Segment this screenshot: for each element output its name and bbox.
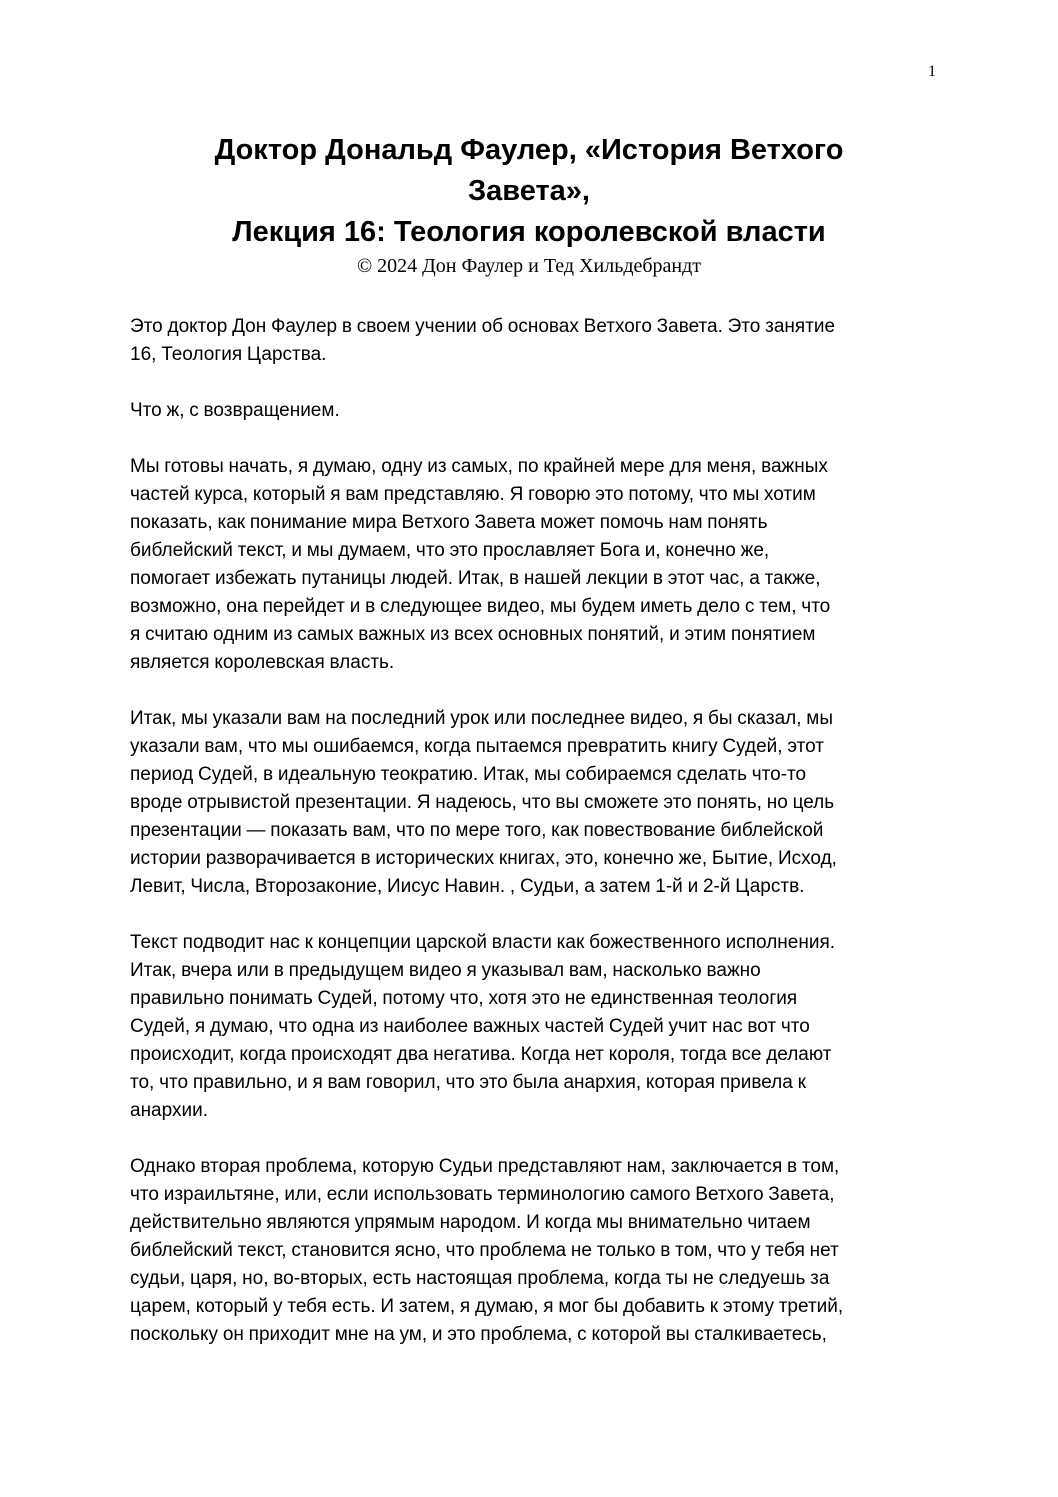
text-line: показать, как понимание мира Ветхого Завета может помочь нам понять: [130, 512, 768, 533]
text-line: вроде отрывистой презентации. Я надеюсь, что вы сможете это понять, но цель: [130, 792, 835, 813]
text-line: происходит, когда происходят два негатива. Когда нет короля, тогда все делают: [130, 1044, 832, 1065]
text-line: истории разворачивается в исторических книгах, это, конечно же, Бытие, Исход,: [130, 848, 837, 869]
page-number: 1: [928, 63, 936, 80]
paragraph: [130, 929, 930, 1125]
text-line: действительно являются упрямым народом. И когда мы внимательно читаем: [130, 1212, 811, 1233]
text-line: поскольку он приходит мне на ум, и это проблема, с которой вы сталкиваетесь,: [130, 1324, 827, 1345]
text-line: Судей, я думаю, что одна из наиболее важных частей Судей учит нас вот что: [130, 1016, 810, 1037]
paragraph: [130, 705, 930, 901]
text-line: анархии.: [130, 1100, 208, 1121]
title-block: [128, 130, 930, 279]
text-line: презентации — показать вам, что по мере того, как повествование библейской: [130, 820, 824, 841]
text-line: что израильтяне, или, если использовать терминологию самого Ветхого Завета,: [130, 1184, 835, 1205]
text-line: Мы готовы начать, я думаю, одну из самых, по крайней мере для меня, важных: [130, 456, 828, 477]
text-line: период Судей, в идеальную теократию. Итак, мы собираемся сделать что-то: [130, 764, 807, 785]
paragraph: [130, 1153, 930, 1349]
text-line: частей курса, который я вам представляю. Я говорю это потому, что мы хотим: [130, 484, 816, 505]
paragraph: [130, 397, 930, 425]
text-line: Итак, вчера или в предыдущем видео я указывал вам, насколько важно: [130, 960, 761, 981]
text-line: 16, Теология Царства.: [130, 344, 327, 365]
text-line: является королевская власть.: [130, 652, 395, 673]
text-line: то, что правильно, и я вам говорил, что это была анархия, которая привела к: [130, 1072, 806, 1093]
paragraph: [130, 453, 930, 677]
text-line: библейский текст, становится ясно, что проблема не только в том, что у тебя нет: [130, 1240, 839, 1261]
text-line: возможно, она перейдет и в следующее видео, мы будем иметь дело с тем, что: [130, 596, 831, 617]
title-line: Доктор Дональд Фаулер, «История Ветхого: [214, 134, 844, 166]
text-line: правильно понимать Судей, потому что, хотя это не единственная теология: [130, 988, 798, 1009]
text-line: Текст подводит нас к концепции царской власти как божественного исполнения.: [130, 932, 836, 953]
text-line: Что ж, с возвращением.: [130, 400, 340, 421]
text-line: Итак, мы указали вам на последний урок или последнее видео, я бы сказал, мы: [130, 708, 834, 729]
text-line: царем, который у тебя есть. И затем, я думаю, я мог бы добавить к этому третий,: [130, 1296, 844, 1317]
paragraph: [130, 313, 930, 369]
title-line: Лекция 16: Теология королевской власти: [232, 216, 826, 248]
body-text: [130, 313, 930, 1377]
text-line: Это доктор Дон Фаулер в своем учении об основах Ветхого Завета. Это занятие: [130, 316, 836, 337]
text-line: библейский текст, и мы думаем, что это прославляет Бога и, конечно же,: [130, 540, 770, 561]
copyright-notice: © 2024 Дон Фаулер и Тед Хильдебрандт: [356, 255, 702, 277]
text-line: я считаю одним из самых важных из всех основных понятий, и этим понятием: [130, 624, 816, 645]
text-line: Левит, Числа, Второзаконие, Иисус Навин. , Судьи, а затем 1-й и 2-й Царств.: [130, 876, 805, 897]
text-line: помогает избежать путаницы людей. Итак, в нашей лекции в этот час, а также,: [130, 568, 821, 589]
text-line: Однако вторая проблема, которую Судьи представляют нам, заключается в том,: [130, 1156, 840, 1177]
text-line: судьи, царя, но, во-вторых, есть настоящая проблема, когда ты не следуешь за: [130, 1268, 830, 1289]
title-line: Завета»,: [467, 175, 590, 207]
text-line: указали вам, что мы ошибаемся, когда пытаемся превратить книгу Судей, этот: [130, 736, 824, 757]
